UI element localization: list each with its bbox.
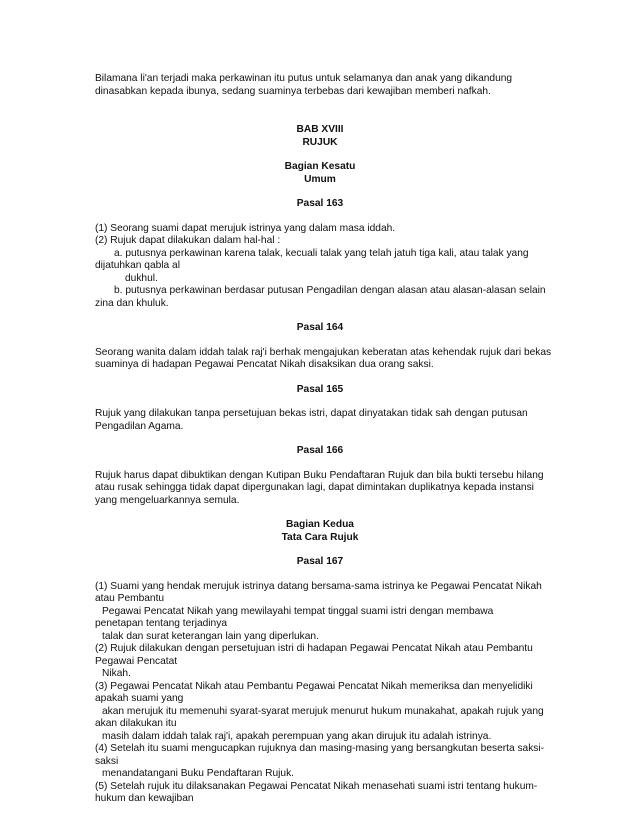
chapter-number: BAB XVIII — [296, 124, 344, 135]
article-167-body — [95, 581, 545, 806]
article-heading: Pasal 163 — [296, 198, 344, 209]
text-line: (5) Setelah rujuk itu dilaksanakan Pegawai Pencatat Nikah menasehati suami istri tentang hukum- — [95, 780, 538, 792]
article-165-body — [95, 408, 545, 433]
text-line: akan merujuk itu memenuhi syarat-syarat merujuk menurut hukum munakahat, apakah rujuk yang — [102, 705, 544, 717]
text-line: (2) Rujuk dapat dilakukan dalam hal-hal : — [95, 235, 281, 246]
text-line: Pegawai Pencatat — [95, 655, 178, 667]
text-line: Rujuk harus dapat dibuktikan dengan Kutipan Buku Pendaftaran Rujuk dan bila bukti tersebu hilang — [95, 469, 544, 481]
text-line: atau rusak sehingga tidak dapat dipergunakan lagi, dapat dimintakan duplikatnya kepada instansi — [95, 482, 534, 493]
text-line: (4) Setelah itu suami mengucapkan rujuknya dan masing-masing yang bersangkutan beserta saksi- — [95, 743, 545, 754]
article-166-body — [95, 470, 545, 508]
text-line: zina dan khuluk. — [95, 297, 169, 309]
section-title: Tata Cara Rujuk — [281, 531, 359, 543]
article-164-body — [95, 346, 552, 372]
article-heading: Pasal 165 — [296, 383, 344, 395]
text-line: dijatuhkan qabla al — [95, 260, 180, 271]
text-line: Pegawai Pencatat Nikah yang mewilayahi tempat tinggal suami istri dengan membawa — [102, 605, 494, 617]
text-line: dukhul. — [125, 272, 158, 284]
text-line: (2) Rujuk dilakukan dengan persetujuan istri di hadapan Pegawai Pencatat Nikah atau Pembantu — [95, 643, 533, 654]
text-line: talak dan surat keterangan lain yang diperlukan. — [102, 630, 319, 642]
text-line: (1) Suami yang hendak merujuk istrinya datang bersama-sama istrinya ke Pegawai Pencatat Nikah — [95, 580, 542, 592]
text-line: (1) Seorang suami dapat merujuk istrinya yang dalam masa iddah. — [95, 222, 396, 234]
text-line: hukum dan kewajiban — [95, 793, 194, 804]
text-line: Rujuk yang dilakukan tanpa persetujuan bekas istri, dapat dinyatakan tidak sah dengan putusan — [95, 408, 528, 419]
text-line: yang mengeluarkannya semula. — [95, 494, 240, 506]
article-163-body — [95, 223, 545, 311]
text-line: suaminya di hadapan Pegawai Pencatat Nikah disaksikan dua orang saksi. — [95, 359, 434, 370]
section-title: Umum — [304, 173, 336, 185]
text-line: b. putusnya perkawinan berdasar putusan Pengadilan dengan alasan atau alasan-alasan selain — [114, 285, 546, 296]
text-line: Bilamana li'an terjadi maka perkawinan itu putus untuk selamanya dan anak yang dikandung — [95, 73, 513, 84]
text-line: masih dalam iddah talak raj'i, apakah perempuan yang akan dirujuk itu adalah istrinya. — [102, 730, 492, 742]
text-line: saksi — [95, 755, 119, 767]
text-line: a. putusnya perkawinan karena talak, kecuali talak yang telah jatuh tiga kali, atau talak yang — [114, 247, 529, 259]
section-label: Bagian Kedua — [286, 519, 354, 530]
text-line: akan dilakukan itu — [95, 718, 177, 729]
text-line: atau Pembantu — [95, 593, 165, 604]
text-line: (3) Pegawai Pencatat Nikah atau Pembantu Pegawai Pencatat Nikah memeriksa dan menyelidiki — [95, 680, 533, 692]
article-heading: Pasal 164 — [296, 322, 344, 333]
intro-paragraph — [95, 73, 545, 98]
text-line: Pengadilan Agama. — [95, 420, 184, 432]
text-line: menandatangani Buku Pendaftaran Rujuk. — [102, 768, 295, 779]
text-line: Seorang wanita dalam iddah talak raj'i berhak mengajukan keberatan atas kehendak rujuk dari bekas — [95, 346, 552, 358]
text-line: dinasabkan kepada ibunya, sedang suaminya terbebas dari kewajiban memberi nafkah. — [95, 85, 491, 97]
chapter-title: RUJUK — [302, 136, 338, 148]
text-line: Nikah. — [102, 668, 131, 679]
article-heading: Pasal 167 — [296, 556, 344, 567]
article-heading: Pasal 166 — [296, 445, 344, 456]
document-body — [95, 73, 552, 806]
text-line: apakah suami yang — [95, 693, 184, 704]
text-line: penetapan tentang terjadinya — [95, 618, 227, 629]
section-label: Bagian Kesatu — [284, 161, 356, 172]
